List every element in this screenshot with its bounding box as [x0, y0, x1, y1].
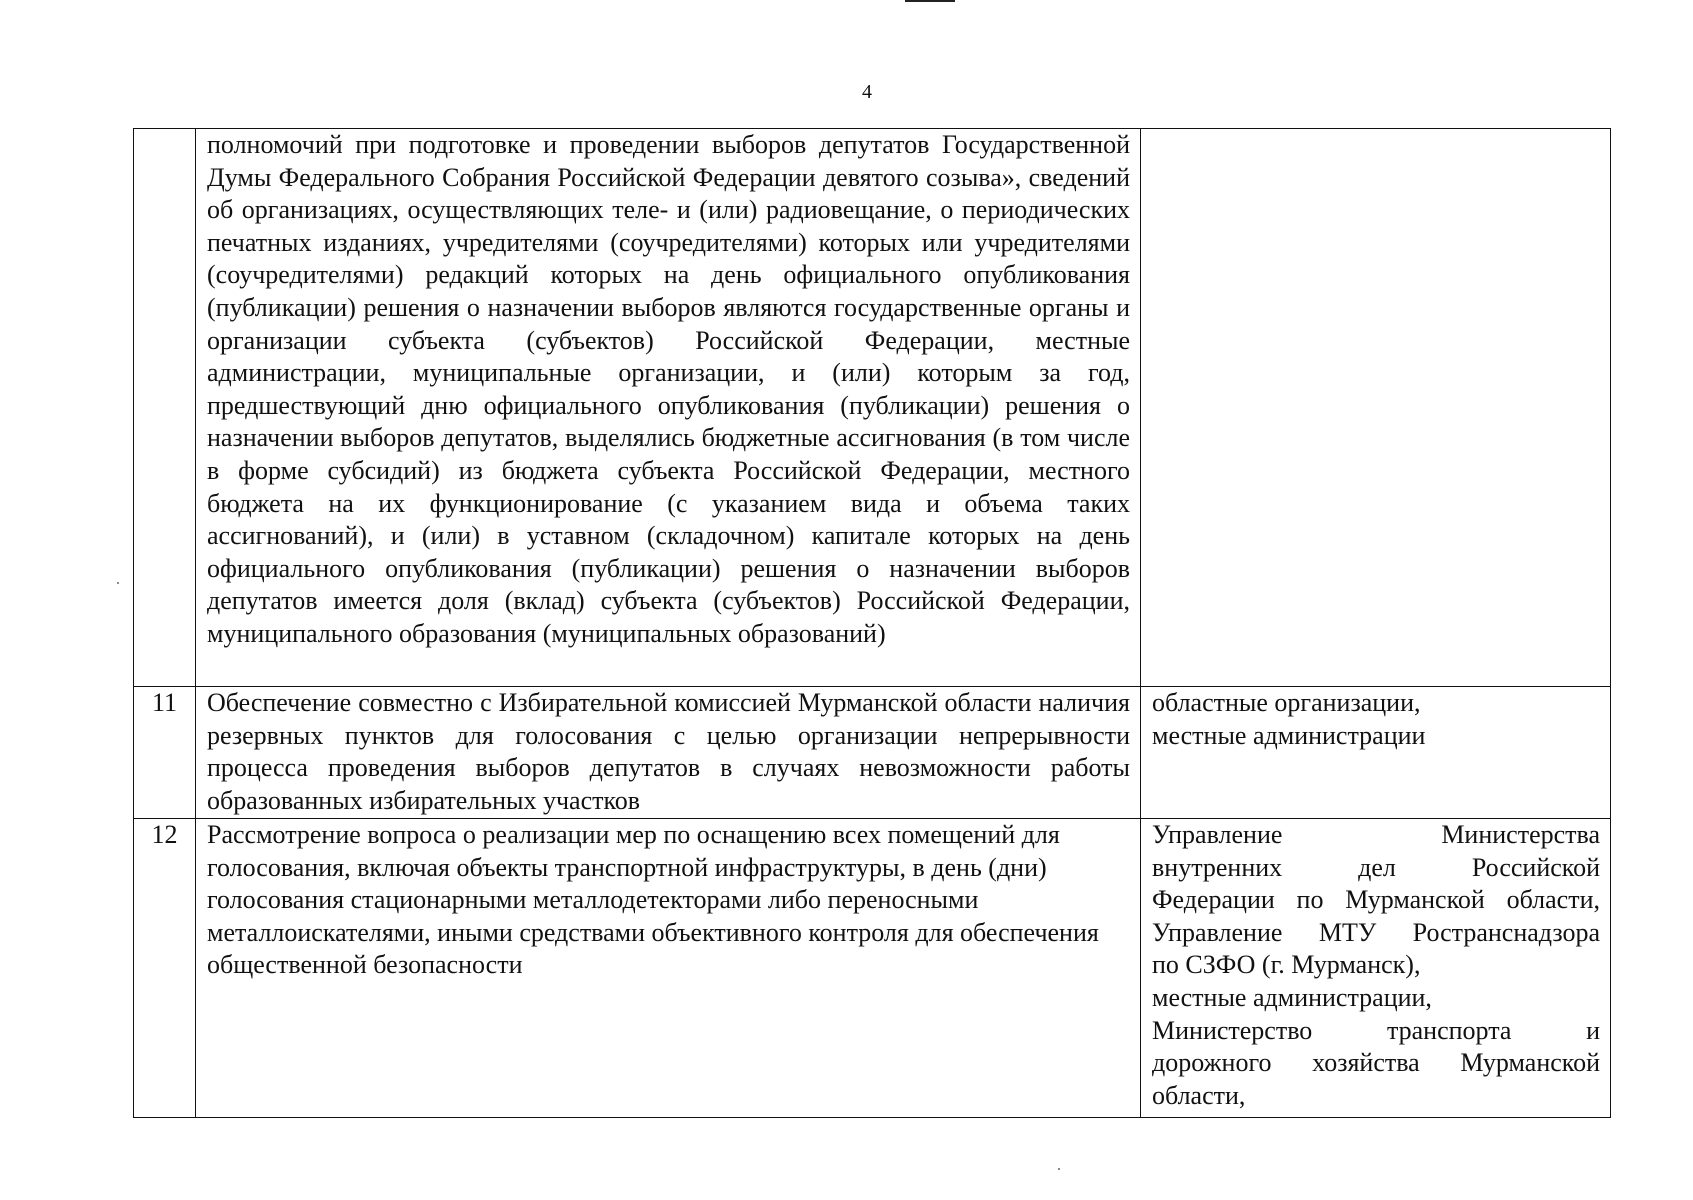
row-number-cell: 11	[134, 687, 196, 819]
executor-line: Министерство транспорта и	[1152, 1015, 1600, 1045]
event-cell: Рассмотрение вопроса о реализации мер по оснащению всех помещений для голосования, включая объекты транспортной инфраструктуры, в день (дни) голосования стационарными металлодетекторами либо переносными металлоискателями, иными средствами объективного контроля для обеспечения общественной безопасности	[196, 819, 1141, 1118]
executors-cell	[1141, 129, 1611, 687]
executors-cell	[1141, 687, 1611, 819]
page-number: 4	[862, 81, 872, 103]
top-edge-mark	[905, 0, 955, 2]
row-number-cell	[134, 129, 196, 687]
event-cell: полномочий при подготовке и проведении выборов депутатов Государственной Думы Федерального Собрания Российской Федерации девятого созыва», сведений об организациях, осуществляющих теле- и (или) радиовещание, о периодических печатных изданиях, учредителями (соучредителями) которых или учредителями (соучредителями) редакций которых на день официального опубликования (публикации) решения о назначении выборов являются государственные органы и организации субъекта (субъектов) Российской Федерации, местные администрации, муниципальные организации, и (или) которым за год, предшествующий дню официального опубликования (публикации) решения о назначении выборов депутатов, выделялись бюджетные ассигнования (в том числе в форме субсидий) из бюджета субъекта Российской Федерации, местного бюджета на их функционирование (с указанием вида и объема таких ассигнований), и (или) в уставном (складочном) капитале которых на день официального опубликования (публикации) решения о назначении выборов депутатов имеется доля (вклад) субъекта (субъектов) Российской Федерации, муниципального образования (муниципальных образований)	[196, 129, 1141, 687]
table-row	[134, 819, 1611, 1118]
executors-cell	[1141, 819, 1611, 1118]
executor-line: дорожного хозяйства Мурманской	[1152, 1048, 1600, 1078]
executor-line: по СЗФО (г. Мурманск),	[1152, 950, 1421, 980]
executor-line: Управление Министерства	[1152, 820, 1600, 849]
executor-line: внутренних дел Российской	[1152, 852, 1600, 882]
executor-line: местные администрации,	[1152, 982, 1432, 1012]
executor-line: местные администрации	[1152, 720, 1426, 750]
table-row	[134, 687, 1611, 819]
executor-line: областные организации,	[1152, 688, 1421, 717]
row-number-cell: 12	[134, 819, 196, 1118]
executor-line: Федерации по Мурманской области,	[1152, 885, 1600, 915]
table-row	[134, 129, 1611, 687]
measures-table	[133, 128, 1611, 1118]
scan-speck	[117, 582, 119, 584]
scan-speck	[1058, 1168, 1060, 1170]
executor-line: области,	[1152, 1080, 1246, 1110]
executor-line: Управление МТУ Ространснадзора	[1152, 917, 1600, 947]
event-cell: Обеспечение совместно с Избирательной комиссией Мурманской области наличия резервных пунктов для голосования с целью организации непрерывности процесса проведения выборов депутатов в случаях невозможности работы образованных избирательных участков	[196, 687, 1141, 819]
